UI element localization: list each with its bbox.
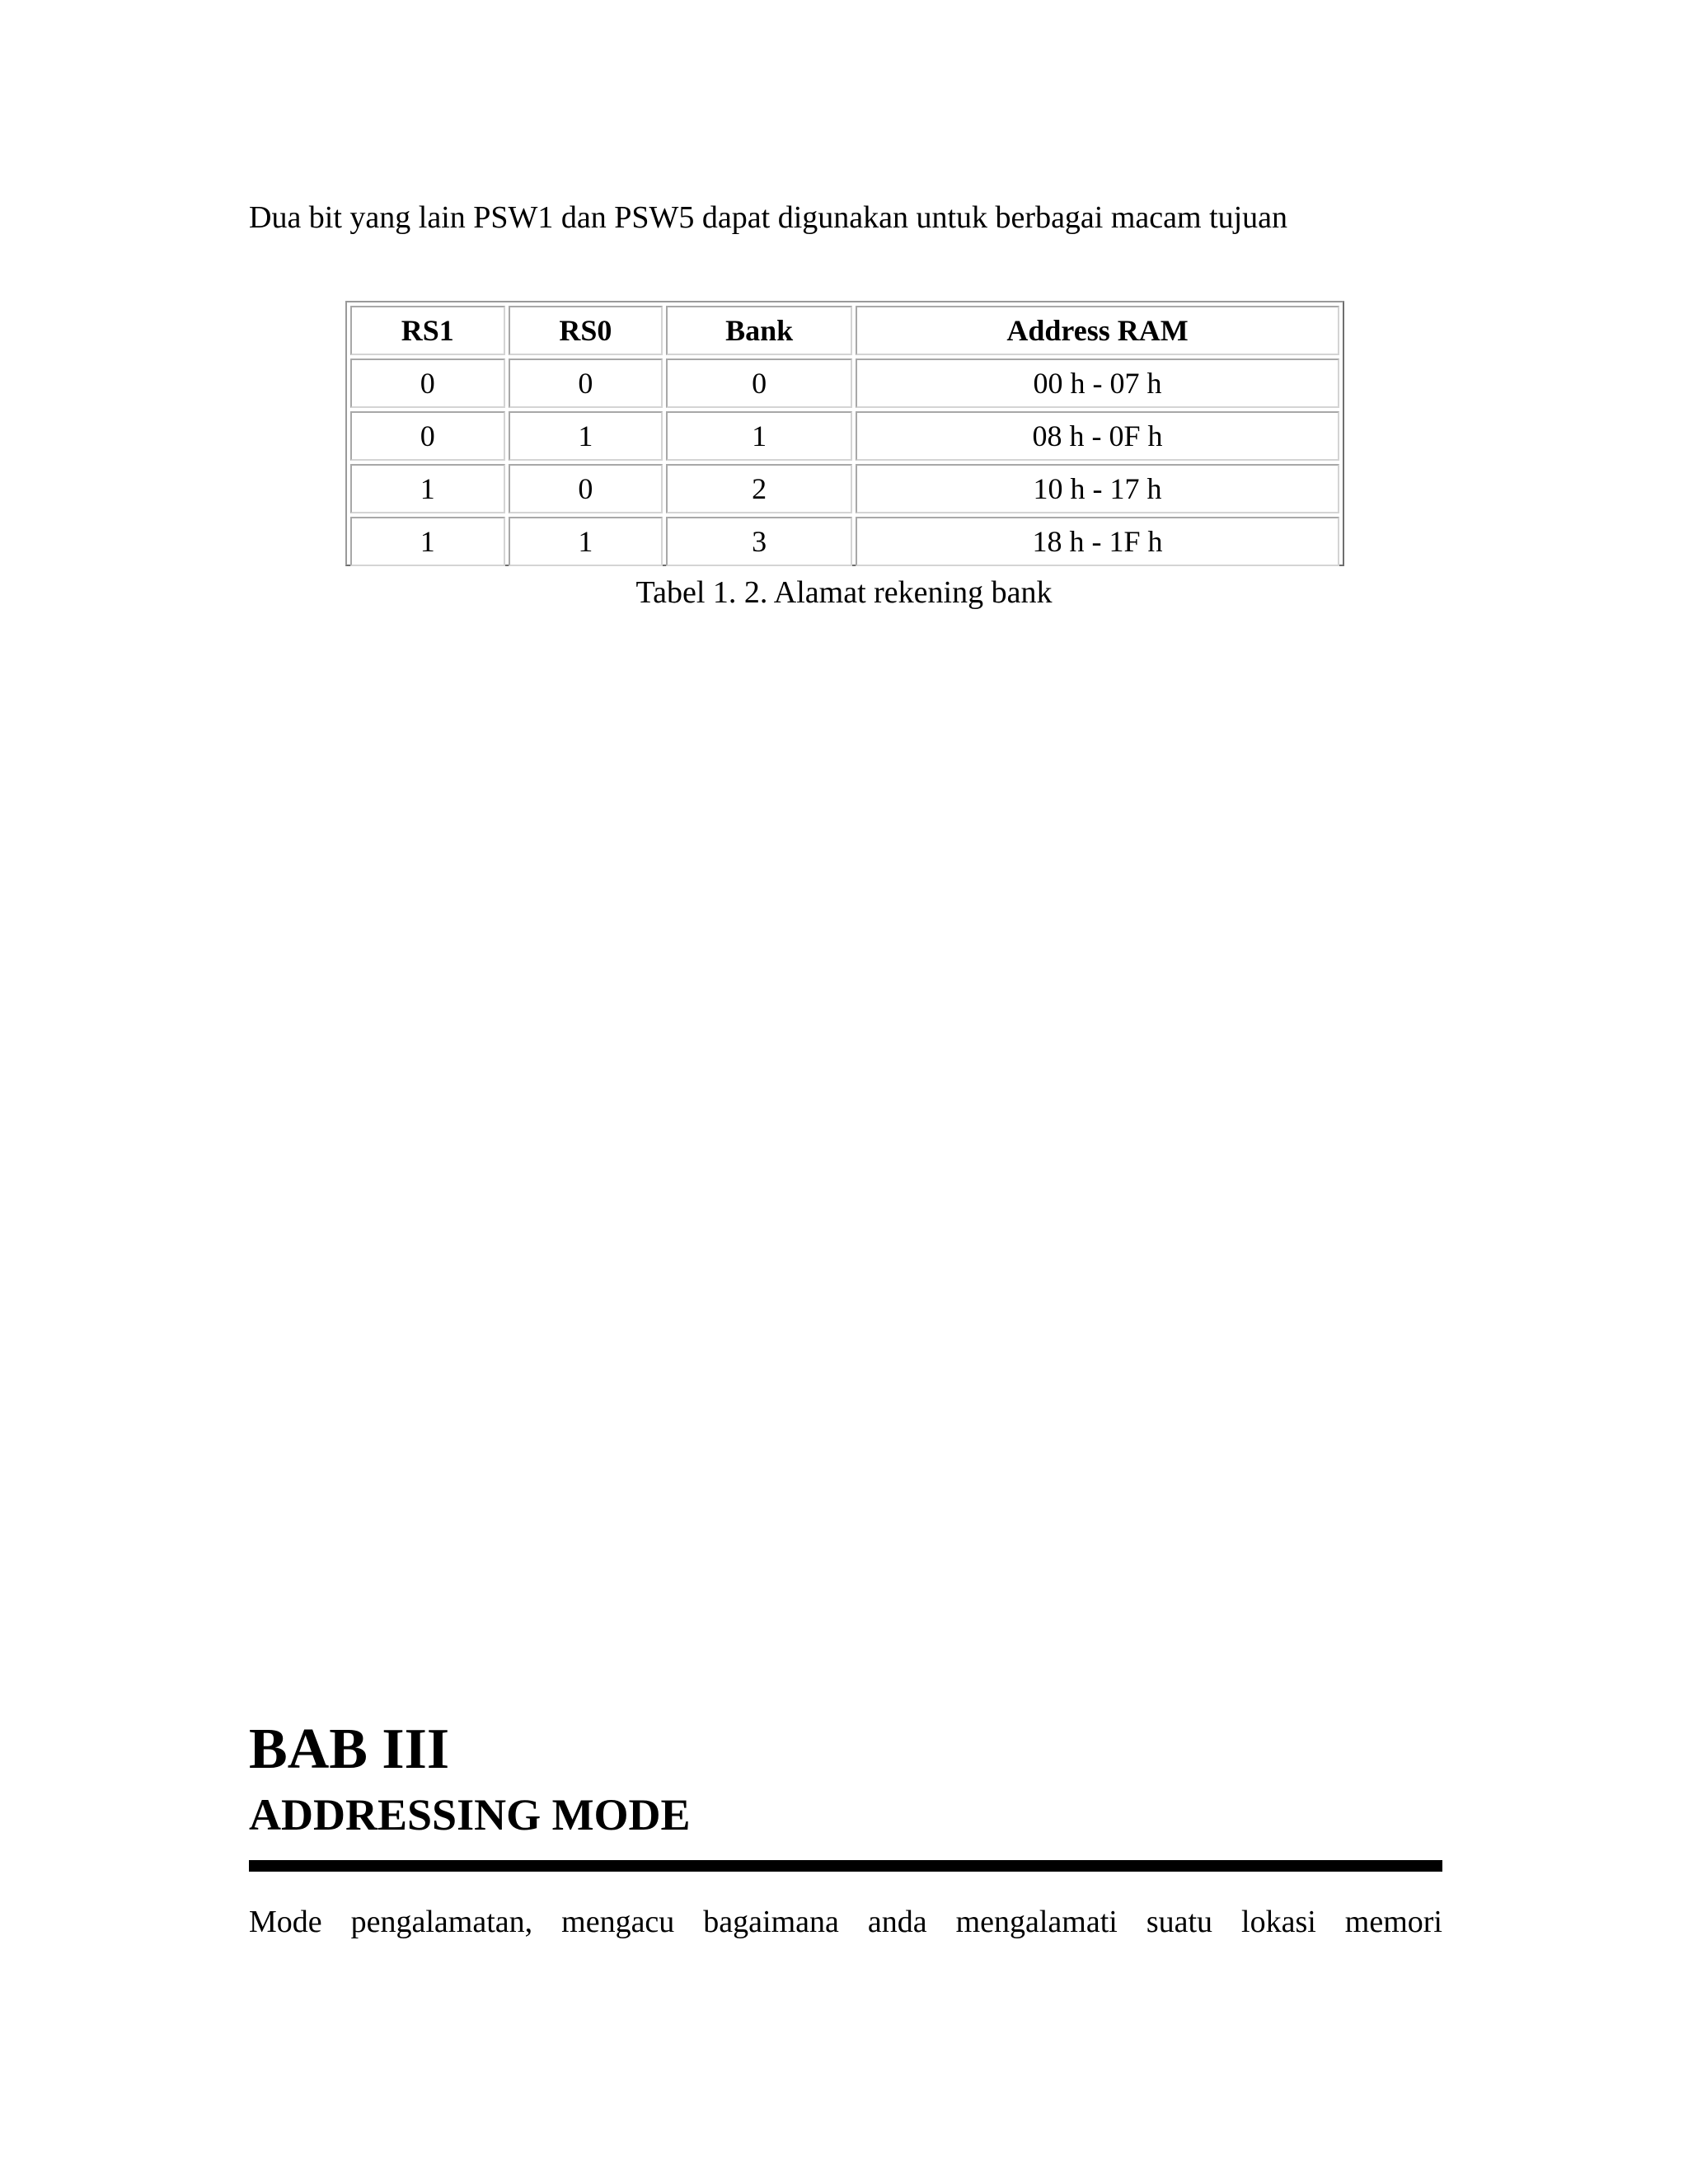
register-bank-table <box>347 302 1343 569</box>
table-row <box>350 359 1339 408</box>
cell-rs0: 1 <box>509 517 663 566</box>
chapter-title: ADDRESSING MODE <box>249 1790 691 1840</box>
cell-bank: 1 <box>666 411 852 461</box>
header-rs0: RS0 <box>509 306 663 355</box>
cell-bank: 0 <box>666 359 852 408</box>
table-header-row <box>350 306 1339 355</box>
cell-address-ram: 08 h - 0F h <box>856 411 1339 461</box>
chapter-number: BAB III <box>249 1718 450 1781</box>
cell-address-ram: 00 h - 07 h <box>856 359 1339 408</box>
register-bank-table-frame <box>345 301 1344 566</box>
cell-rs1: 0 <box>350 359 505 408</box>
header-bank: Bank <box>666 306 852 355</box>
table-row <box>350 517 1339 566</box>
chapter-divider <box>249 1860 1442 1872</box>
cell-address-ram: 10 h - 17 h <box>856 464 1339 513</box>
cell-rs1: 0 <box>350 411 505 461</box>
cell-rs0: 0 <box>509 464 663 513</box>
cell-bank: 2 <box>666 464 852 513</box>
header-rs1: RS1 <box>350 306 505 355</box>
body-paragraph: Mode pengalamatan, mengacu bagaimana anda mengalamati suatu lokasi memori <box>249 1905 1442 1939</box>
cell-address-ram: 18 h - 1F h <box>856 517 1339 566</box>
table-caption: Tabel 1. 2. Alamat rekening bank <box>635 575 1053 610</box>
cell-bank: 3 <box>666 517 852 566</box>
table-row <box>350 411 1339 461</box>
cell-rs0: 1 <box>509 411 663 461</box>
header-address-ram: Address RAM <box>856 306 1339 355</box>
intro-paragraph: Dua bit yang lain PSW1 dan PSW5 dapat digunakan untuk berbagai macam tujuan <box>249 200 1288 235</box>
cell-rs1: 1 <box>350 517 505 566</box>
cell-rs1: 1 <box>350 464 505 513</box>
table-row <box>350 464 1339 513</box>
cell-rs0: 0 <box>509 359 663 408</box>
